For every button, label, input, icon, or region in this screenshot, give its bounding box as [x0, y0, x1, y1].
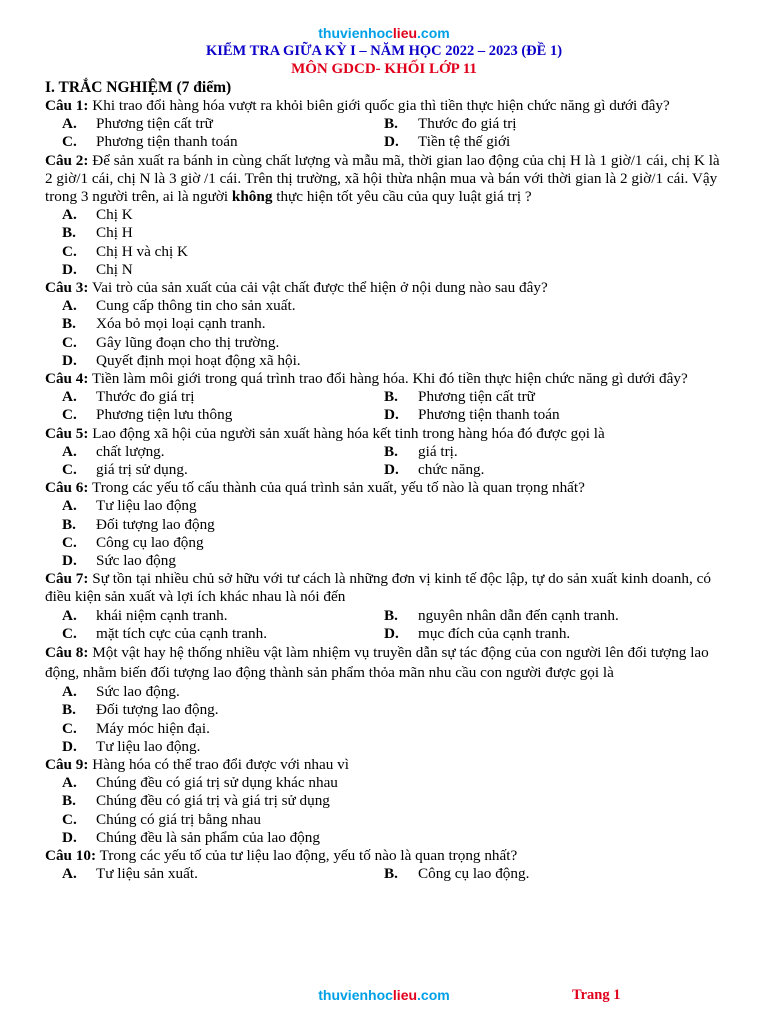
option-letter: A.: [62, 297, 77, 315]
option: [45, 774, 685, 792]
question-text: Vai trò của sản xuất của cải vật chất được thể hiện ở nội dung nào sau đây?: [88, 279, 548, 297]
option-letter: C.: [62, 461, 77, 479]
option-letter: A.: [62, 442, 77, 460]
option: [45, 701, 685, 719]
option-text: Chị N: [96, 260, 133, 278]
option-text: Chúng đều có giá trị và giá trị sử dụng: [96, 792, 330, 810]
option: [45, 352, 685, 370]
option-text: Tư liệu lao động.: [96, 737, 201, 755]
option: [45, 334, 685, 352]
option-row: [45, 625, 725, 643]
option-text: giá trị.: [418, 442, 458, 460]
option-text: Đối tượng lao động: [96, 515, 215, 533]
option: [45, 461, 367, 479]
option-row: [45, 865, 725, 883]
question-stem: [45, 643, 725, 683]
option-text: Tư liệu lao động: [96, 497, 197, 515]
option-letter: D.: [62, 737, 77, 755]
option-text: Phương tiện thanh toán: [418, 406, 560, 424]
option-text: Phương tiện cất trữ: [96, 115, 213, 133]
option-letter: D.: [384, 461, 399, 479]
option: [45, 683, 685, 701]
option-letter: A.: [62, 206, 77, 224]
question-label: Câu 6:: [45, 479, 89, 497]
exam-subject: MÔN GDCD- KHỐI LỚP 11: [291, 61, 477, 77]
option-letter: B.: [62, 792, 76, 810]
option-row: [45, 406, 725, 424]
option: [45, 115, 367, 133]
option-letter: B.: [62, 315, 76, 333]
option-text: Cung cấp thông tin cho sản xuất.: [96, 297, 296, 315]
option: [45, 552, 685, 570]
option: [45, 829, 685, 847]
option: [45, 497, 685, 515]
option: [45, 792, 685, 810]
question-stem: [45, 847, 725, 865]
option: [45, 811, 685, 829]
option-text: mục đích của cạnh tranh.: [418, 624, 571, 642]
question-stem: [45, 756, 725, 774]
option: [367, 461, 689, 479]
option-text: Tư liệu sản xuất.: [96, 865, 198, 883]
option-letter: D.: [384, 624, 399, 642]
option-text: Sức lao động: [96, 552, 176, 570]
option-letter: A.: [62, 865, 77, 883]
option-letter: B.: [62, 224, 76, 242]
question-text: Sự tồn tại nhiều chủ sở hữu với tư cách là những đơn vị kinh tế độc lập, tự do sản xuất kinh doanh, có điều kiện sản xuất và lợi ích khác nhau là nói đến: [45, 570, 711, 606]
option-text: Chị H: [96, 224, 133, 242]
site-name-part: thuvienhoc: [318, 25, 393, 41]
option-letter: C.: [62, 333, 77, 351]
question-label: Câu 3:: [45, 279, 89, 297]
option-row: [45, 443, 725, 461]
option: [45, 388, 367, 406]
option-text: Sức lao động.: [96, 683, 180, 701]
question-stem: [45, 570, 725, 606]
question-text: Một vật hay hệ thống nhiều vật làm nhiệm vụ truyền dẫn sự tác động của con người lên đối tượng lao động, nhằm biến đối tượng lao động thành sản phẩm thỏa mãn nhu cầu con người được gọi là: [45, 644, 709, 682]
option: [45, 224, 685, 242]
option: [45, 443, 367, 461]
question-label: Câu 7:: [45, 570, 89, 588]
option-text: Tiền tệ thế giới: [418, 133, 511, 151]
question-stem: [45, 479, 725, 497]
option-letter: B.: [384, 442, 398, 460]
option-text: Phương tiện thanh toán: [96, 133, 238, 151]
option-letter: C.: [62, 406, 77, 424]
option: [367, 388, 689, 406]
question-text: Để sản xuất ra bánh in cùng chất lượng và mẫu mã, thời gian lao động của chị H là 1 giờ/1 cái, chị K là 2 giờ/1 cái, chị N là 3 giờ /1 cái. Trên thị trường, xã hội thừa nhận mua và bán với thời gian là 2 giờ/1 cái. Vậy trong 3 người trên, ai là người: [45, 151, 720, 206]
option: [367, 406, 689, 424]
question-stem: [45, 279, 725, 297]
question-stem: [45, 425, 725, 443]
question-text: thực hiện tốt yêu cầu của quy luật giá trị ?: [272, 188, 532, 206]
option-letter: B.: [384, 606, 398, 624]
site-name-part: thuvienhoc: [318, 987, 393, 1003]
option-text: Phương tiện lưu thông: [96, 406, 233, 424]
option-text: Gây lũng đoạn cho thị trường.: [96, 333, 280, 351]
question-stem: [45, 370, 725, 388]
option-text: giá trị sử dụng.: [96, 461, 188, 479]
option: [45, 720, 685, 738]
option-text: Chúng đều là sản phẩm của lao động: [96, 828, 320, 846]
question-text: Trong các yếu tố cấu thành của quá trình sản xuất, yếu tố nào là quan trọng nhất?: [88, 479, 585, 497]
option-letter: A.: [62, 683, 77, 701]
option-letter: C.: [62, 533, 77, 551]
option-text: Thước đo giá trị: [96, 388, 195, 406]
site-name-part: lieu: [392, 25, 418, 41]
option: [367, 607, 689, 625]
site-watermark-top: [0, 25, 768, 41]
option: [45, 607, 367, 625]
option: [45, 625, 367, 643]
option: [367, 115, 689, 133]
option-letter: A.: [62, 115, 77, 133]
question-emphasis: không: [231, 188, 273, 206]
option-text: chức năng.: [418, 461, 485, 479]
option-text: mặt tích cực của cạnh tranh.: [96, 624, 267, 642]
option: [45, 297, 685, 315]
question-label: Câu 5:: [45, 424, 89, 442]
question-label: Câu 10:: [45, 846, 97, 864]
option-text: Đối tượng lao động.: [96, 701, 219, 719]
option-text: Công cụ lao động: [96, 533, 204, 551]
option: [45, 261, 685, 279]
option: [45, 738, 685, 756]
option-text: chất lượng.: [96, 442, 165, 460]
option-letter: C.: [62, 133, 77, 151]
option: [367, 133, 689, 151]
option-row: [45, 461, 725, 479]
question-text: Tiền làm môi giới trong quá trình trao đổi hàng hóa. Khi đó tiền thực hiện chức năng gì dưới đây?: [88, 370, 688, 388]
option: [45, 865, 367, 883]
option-letter: C.: [62, 624, 77, 642]
question-stem: [45, 97, 725, 115]
question-list: [45, 97, 725, 883]
option-letter: B.: [384, 865, 398, 883]
option-row: [45, 607, 725, 625]
option-letter: B.: [62, 515, 76, 533]
option-text: khái niệm cạnh tranh.: [96, 606, 228, 624]
option-letter: D.: [62, 260, 77, 278]
option-letter: D.: [384, 406, 399, 424]
question-label: Câu 9:: [45, 755, 89, 773]
site-name-part: .com: [417, 25, 450, 41]
option-letter: B.: [384, 115, 398, 133]
option-letter: C.: [62, 810, 77, 828]
option: [45, 315, 685, 333]
option-text: Công cụ lao động.: [418, 865, 530, 883]
question-text: Trong các yếu tố của tư liệu lao động, yếu tố nào là quan trọng nhất?: [96, 846, 518, 864]
option-letter: D.: [62, 351, 77, 369]
option: [367, 443, 689, 461]
option-letter: D.: [384, 133, 399, 151]
option: [367, 865, 689, 883]
option-letter: A.: [62, 497, 77, 515]
option-row: [45, 133, 725, 151]
option-row: [45, 388, 725, 406]
option-text: Chị K: [96, 206, 133, 224]
option: [45, 243, 685, 261]
option: [45, 406, 367, 424]
option: [367, 625, 689, 643]
option-letter: B.: [62, 701, 76, 719]
question-stem: [45, 152, 725, 207]
question-text: Hàng hóa có thể trao đổi được với nhau vì: [88, 755, 349, 773]
option-text: Quyết định mọi hoạt động xã hội.: [96, 351, 301, 369]
option-text: Chị H và chị K: [96, 242, 188, 260]
site-name-part: .com: [417, 987, 450, 1003]
option-text: nguyên nhân dẫn đến cạnh tranh.: [418, 606, 619, 624]
option-text: Chúng có giá trị bằng nhau: [96, 810, 261, 828]
exam-title: KIỂM TRA GIỮA KỲ I – NĂM HỌC 2022 – 2023 (ĐỀ 1): [205, 43, 563, 59]
option-letter: A.: [62, 774, 77, 792]
option: [45, 534, 685, 552]
option-text: Chúng đều có giá trị sử dụng khác nhau: [96, 774, 338, 792]
option-letter: A.: [62, 606, 77, 624]
question-label: Câu 8:: [45, 644, 89, 662]
section-title: I. TRẮC NGHIỆM (7 điểm): [45, 79, 232, 96]
site-name-part: lieu: [392, 987, 418, 1003]
option-text: Máy móc hiện đại.: [96, 719, 210, 737]
question-label: Câu 4:: [45, 370, 89, 388]
site-watermark-bottom: [0, 987, 768, 1003]
option-row: [45, 115, 725, 133]
option-letter: C.: [62, 242, 77, 260]
question-label: Câu 2:: [45, 151, 89, 169]
option-letter: A.: [62, 388, 77, 406]
question-text: Khi trao đổi hàng hóa vượt ra khỏi biên giới quốc gia thì tiền thực hiện chức năng gì dưới đây?: [88, 97, 670, 114]
question-label: Câu 1:: [45, 97, 89, 114]
option-text: Phương tiện cất trữ: [418, 388, 535, 406]
option-text: Thước đo giá trị: [418, 115, 517, 133]
option-letter: C.: [62, 719, 77, 737]
page-number: Trang 1: [572, 987, 621, 1003]
option-letter: B.: [384, 388, 398, 406]
option-text: Xóa bỏ mọi loại cạnh tranh.: [96, 315, 266, 333]
option-letter: D.: [62, 828, 77, 846]
option: [45, 516, 685, 534]
option-letter: D.: [62, 552, 77, 570]
question-text: Lao động xã hội của người sản xuất hàng hóa kết tinh trong hàng hóa đó được gọi là: [88, 424, 605, 442]
option: [45, 206, 685, 224]
option: [45, 133, 367, 151]
